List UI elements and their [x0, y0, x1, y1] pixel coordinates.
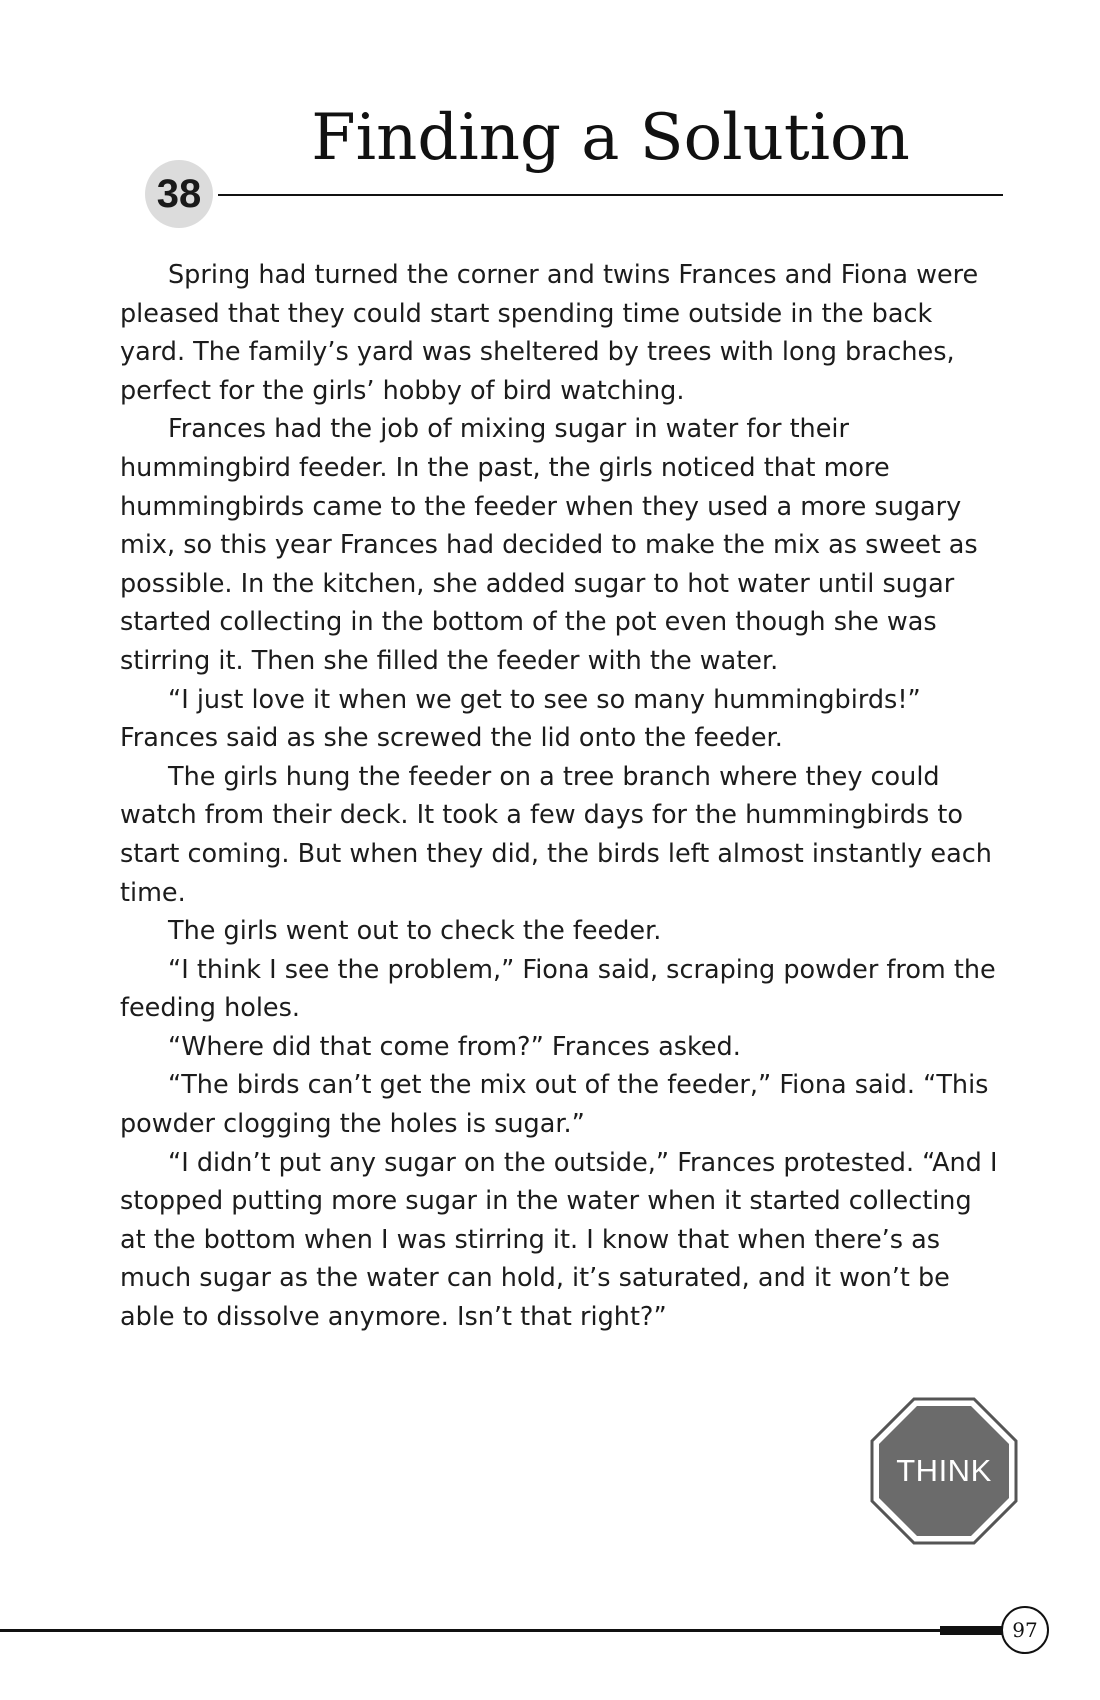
- page-title: Finding a Solution: [311, 101, 910, 175]
- chapter-number-badge: 38: [145, 160, 213, 228]
- story-paragraph: Frances had the job of mixing sugar in water for their hummingbird feeder. In the past, the girls noticed that more hummingbirds came to the feeder when they used a more sugary mix, so this year Frances had decided to make the mix as sweet as possible. In the kitchen, she added sugar to hot water until sugar started collecting in the bottom of the pot even though she was stirring it. Then she filled the feeder with the water.: [120, 414, 978, 676]
- story-paragraph: “The birds can’t get the mix out of the feeder,” Fiona said. “This powder clogging the holes is sugar.”: [120, 1070, 989, 1140]
- footer-rule: [0, 1629, 944, 1632]
- footer-rule-accent: [940, 1626, 1002, 1635]
- story-paragraph: “I think I see the problem,” Fiona said, scraping powder from the feeding holes.: [120, 954, 996, 1024]
- story-paragraph: “I didn’t put any sugar on the outside,” Frances protested. “And I stopped putting more sugar in the water when it started collecting at the bottom when I was stirring it. I know that when there’s as much sugar as the water can hold, it’s saturated, and it won’t be able to dissolve anymore. Isn’t that right?”: [120, 1147, 998, 1333]
- title-underline: [218, 194, 1003, 196]
- story-paragraph: The girls went out to check the feeder.: [168, 916, 662, 947]
- page-number: 97: [1001, 1606, 1049, 1654]
- think-label: THINK: [896, 1453, 992, 1488]
- story-paragraph: Spring had turned the corner and twins Frances and Fiona were pleased that they could start spending time outside in the back yard. The family’s yard was sheltered by trees with long braches, perfect for the girls’ hobby of bird watching.: [120, 260, 979, 406]
- story-paragraph: The girls hung the feeder on a tree branch where they could watch from their deck. It took a few days for the hummingbirds to start coming. But when they did, the birds left almost instantly each time.: [120, 761, 992, 908]
- story-paragraph: “Where did that come from?” Frances asked.: [168, 1031, 741, 1062]
- story-text: [120, 256, 1005, 1337]
- story-paragraph: “I just love it when we get to see so many hummingbirds!” Frances said as she screwed the lid onto the feeder.: [120, 684, 921, 754]
